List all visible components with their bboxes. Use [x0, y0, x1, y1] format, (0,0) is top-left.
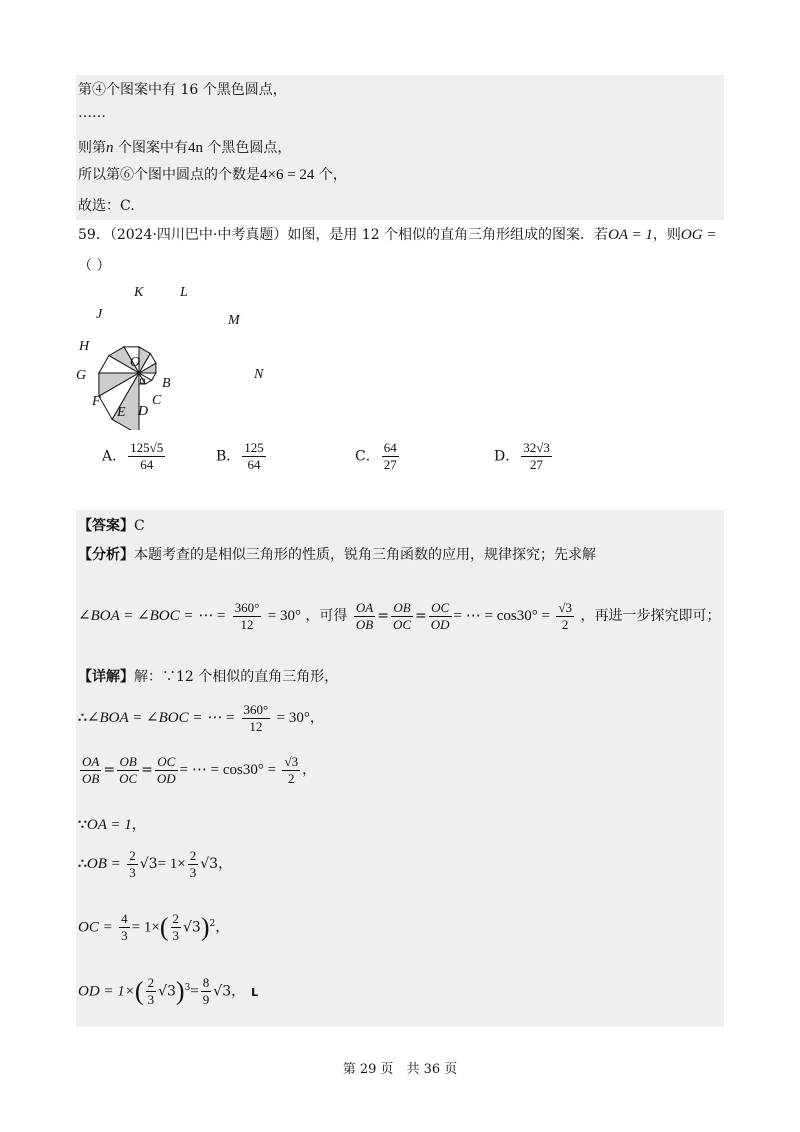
- detail-od: OD = 1×( $\frac{2}{3}$ √3)$^3$= $\frac{8}{9}$ √3， L: [78, 975, 259, 1008]
- figure-label-k: K: [134, 285, 144, 300]
- top-line-4: 所以第⑥个图中圆点的个数是4×6 = 24 个，: [78, 167, 347, 183]
- question-paren: （ ）: [78, 258, 111, 274]
- analysis-line: 【分析】本题考查的是相似三角形的性质，锐角三角函数的应用，规律探究；先求解: [78, 547, 596, 563]
- figure-label-j: J: [96, 307, 103, 322]
- answer-line: 【答案】C: [78, 518, 145, 534]
- figure-label-g: G: [76, 368, 87, 383]
- top-line-2: ……: [78, 105, 106, 121]
- top-line-3: 则第n 个图案中有4n 个黑色圆点，: [78, 140, 292, 156]
- option-a[interactable]: A． $\frac{125√5}{64}$: [102, 440, 164, 472]
- detail-ratio: $\frac{OA}{OB}$ = $\frac{OB}{OC}$ = $\frac{OC}{OD}$ = ⋯ = cos30° = $\frac{√3}{2}$ ，: [82, 753, 317, 786]
- similar-triangles-figure: [70, 280, 280, 430]
- option-d[interactable]: D． $\frac{32√3}{27}$: [494, 440, 550, 472]
- figure-label-c: C: [152, 393, 162, 408]
- detail-oa: ∵OA = 1，: [78, 817, 146, 833]
- figure-label-f: F: [92, 394, 101, 409]
- analysis-formula: ∠BOA = ∠BOC = ⋯ = $\frac{360^\circ}{12}$ = 30° ，可得 $\frac{OA}{OB}$ = $\frac{OB}{OC}$ = $\frac{OC}{OD}$ = ⋯ = cos30° = $\frac{√3}{2}$ ，再进一步探究即可；: [78, 599, 721, 632]
- figure-label-d: D: [138, 404, 149, 419]
- option-b[interactable]: B． $\frac{125}{64}$: [216, 440, 264, 472]
- figure-label-l: L: [180, 285, 188, 300]
- option-c[interactable]: C． $\frac{64}{27}$: [355, 440, 397, 472]
- detail-line: 【详解】解：∵12 个相似的直角三角形，: [78, 669, 339, 685]
- figure-label-o: O: [130, 355, 141, 370]
- detail-oc: OC = $\frac{4}{3}$ = 1×( $\frac{2}{3}$ √3)$^2$，: [78, 911, 230, 944]
- figure-label-m: M: [228, 313, 240, 328]
- detail-angle: ∴∠BOA = ∠BOC = ⋯ = $\frac{360^\circ}{12}$ = 30°，: [78, 701, 324, 734]
- detail-ob: ∴OB = $\frac{2}{3}$ √3= 1× $\frac{2}{3}$ √3，: [78, 847, 233, 880]
- top-line-1: 第④个图案中有 16 个黑色圆点，: [78, 82, 287, 98]
- question-text: 59．（2024·四川巴中·中考真题）如图，是用 12 个相似的直角三角形组成的图案．若OA = 1，则OG =: [78, 227, 717, 243]
- figure-label-h: H: [79, 339, 90, 354]
- page-footer: 第 29 页 共 36 页: [342, 1062, 458, 1077]
- figure-label-e: E: [117, 405, 126, 420]
- top-line-5: 故选：C.: [78, 198, 135, 214]
- figure-label-b: B: [162, 376, 171, 391]
- figure-label-n: N: [254, 367, 264, 382]
